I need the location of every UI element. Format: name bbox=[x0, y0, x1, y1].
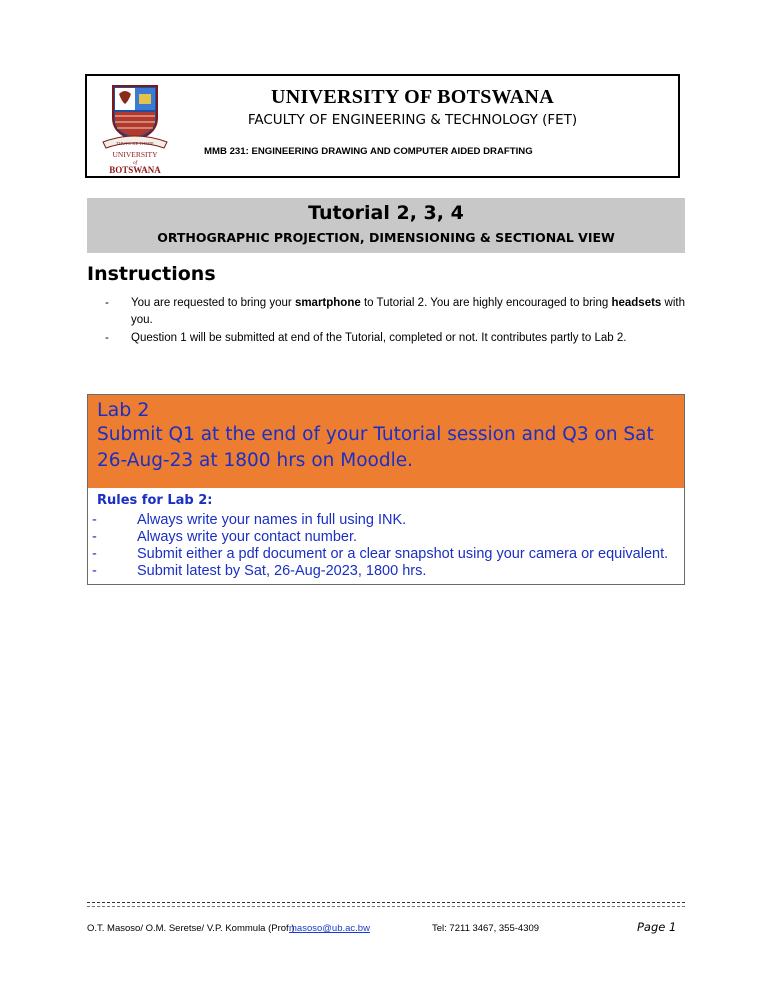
logo-line1: UNIVERSITY bbox=[112, 150, 158, 159]
footer-authors: O.T. Masoso/ O.M. Seretse/ V.P. Kommula (Prof.) bbox=[87, 923, 295, 934]
logo-motto: THUTO KE THEBE bbox=[116, 141, 154, 146]
university-name: UNIVERSITY OF BOTSWANA bbox=[271, 86, 554, 108]
tutorial-title: Tutorial 2, 3, 4 bbox=[308, 202, 464, 224]
instruction-text: Question 1 will be submitted at end of the Tutorial, completed or not. It contributes partly to Lab 2. bbox=[131, 332, 627, 344]
rules-list bbox=[92, 512, 682, 580]
course-title: MMB 231: ENGINEERING DRAWING AND COMPUTER AIDED DRAFTING bbox=[204, 146, 533, 157]
faculty-name: FACULTY OF ENGINEERING & TECHNOLOGY (FET) bbox=[247, 112, 578, 128]
list-dash: - bbox=[105, 297, 109, 309]
logo-line3: BOTSWANA bbox=[109, 165, 161, 175]
header-box bbox=[85, 74, 680, 178]
instructions-heading: Instructions bbox=[87, 263, 216, 285]
footer-email-link[interactable]: masoso@ub.ac.bw bbox=[289, 923, 370, 934]
footer-telephone: Tel: 7211 3467, 355-4309 bbox=[432, 923, 540, 934]
rule-text: Always write your names in full using INK. bbox=[137, 512, 407, 528]
rule-text: Submit either a pdf document or a clear snapshot using your camera or equivalent. bbox=[137, 546, 669, 562]
list-item: - Always write your names in full using INK. bbox=[92, 512, 407, 528]
lab-box bbox=[87, 394, 685, 585]
lab-heading: Lab 2 bbox=[97, 399, 150, 421]
list-item: - Always write your contact number. bbox=[92, 529, 358, 545]
title-band bbox=[87, 198, 685, 253]
tutorial-subtitle: ORTHOGRAPHIC PROJECTION, DIMENSIONING & SECTIONAL VIEW bbox=[157, 230, 615, 245]
rule-text: Always write your contact number. bbox=[137, 529, 358, 545]
list-item bbox=[105, 330, 685, 347]
instructions-list bbox=[105, 295, 685, 348]
rules-heading: Rules for Lab 2: bbox=[97, 493, 213, 508]
list-item bbox=[105, 295, 685, 329]
instruction-text: You are requested to bring your smartphone to Tutorial 2. You are highly encouraged to bring headsets with you. bbox=[131, 297, 685, 326]
list-item: - Submit latest by Sat, 26-Aug-2023, 1800 hrs. bbox=[92, 563, 427, 579]
footer-divider bbox=[87, 906, 685, 907]
logo-line2: of bbox=[132, 160, 138, 166]
footer-divider bbox=[87, 902, 685, 903]
list-item: - Submit either a pdf document or a clear snapshot using your camera or equivalent. bbox=[92, 546, 669, 562]
page-number: Page 1 bbox=[637, 920, 677, 934]
lab-banner bbox=[88, 395, 684, 488]
rule-text: Submit latest by Sat, 26-Aug-2023, 1800 hrs. bbox=[137, 563, 427, 579]
list-dash: - bbox=[105, 332, 109, 344]
lab-submission-text: Submit Q1 at the end of your Tutorial session and Q3 on Sat 26-Aug-23 at 1800 hrs on Moodle. bbox=[97, 424, 654, 471]
